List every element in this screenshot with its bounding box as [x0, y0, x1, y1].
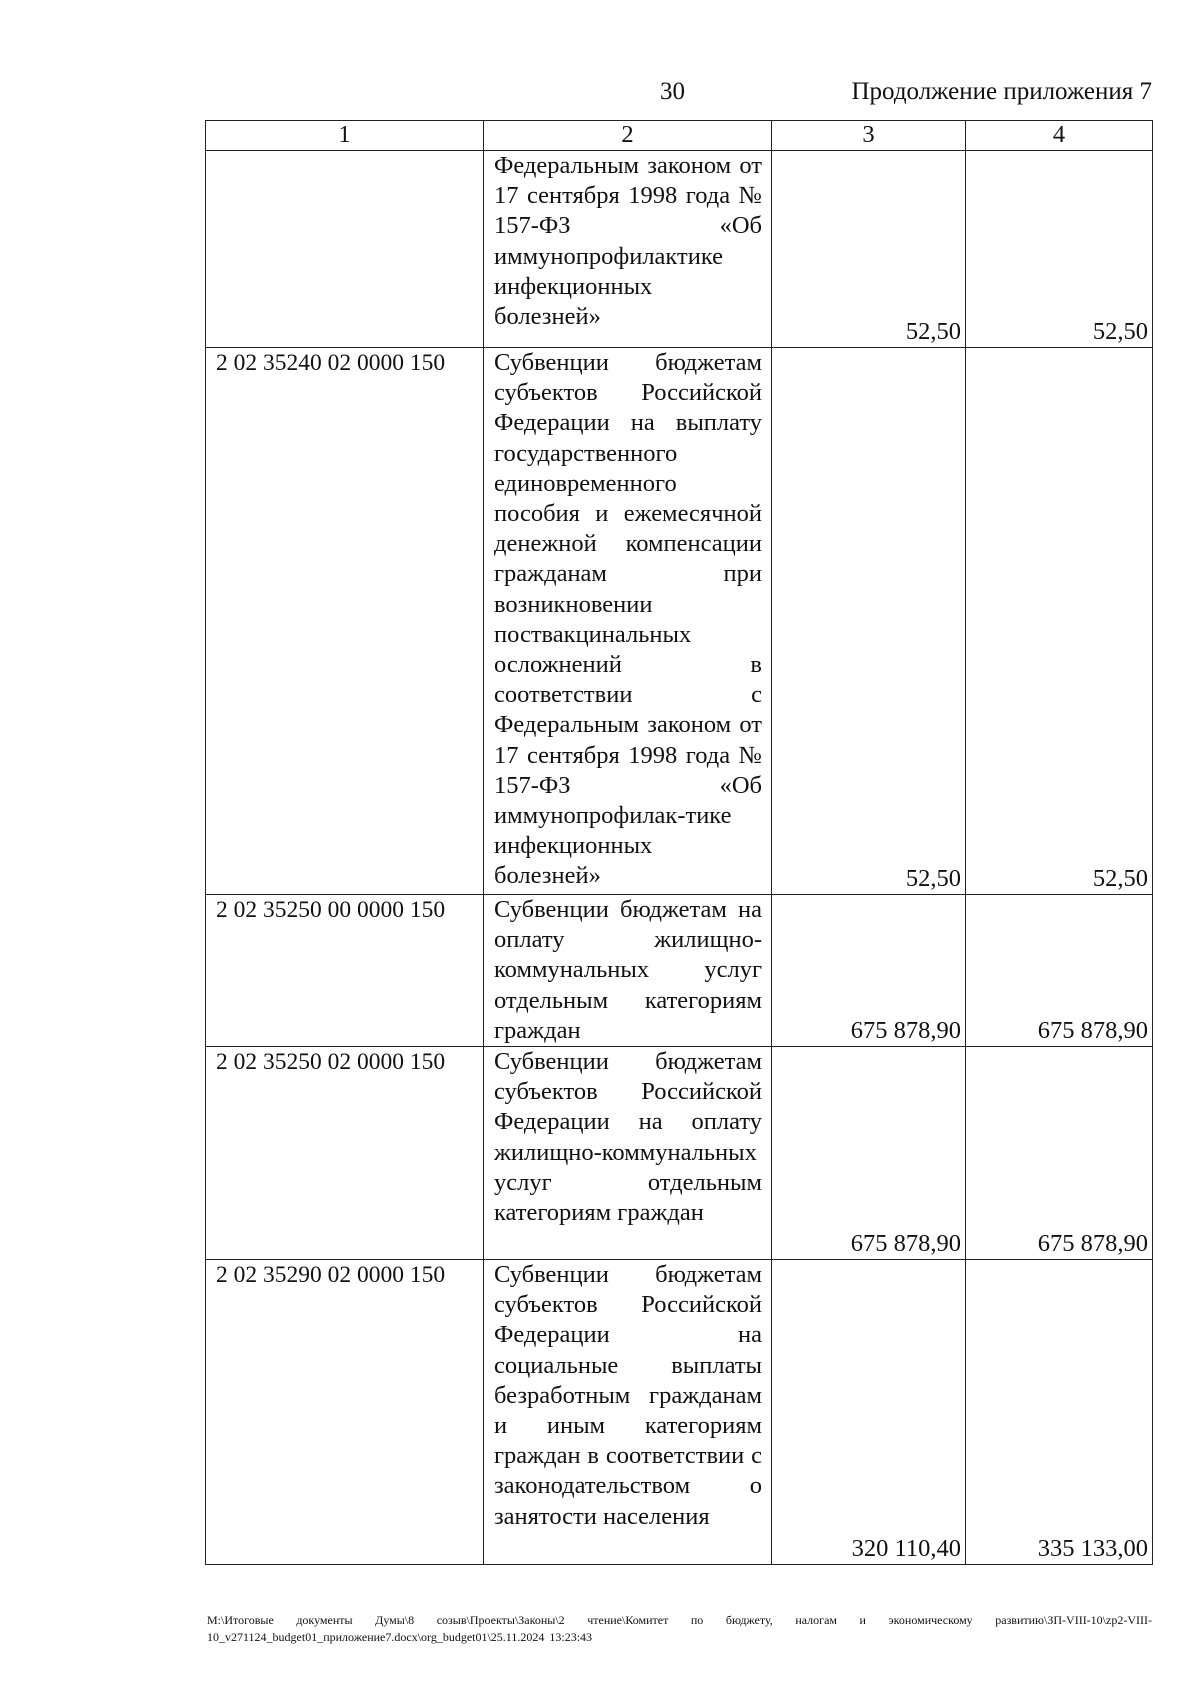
value-col3-cell: 675 878,90 — [772, 1047, 966, 1260]
budget-code-cell — [206, 151, 484, 348]
budget-table — [205, 120, 1153, 1565]
table-row — [206, 151, 1153, 348]
description-cell: Субвенции бюджетам субъектов Российской Федерации на оплату жилищно-коммунальных услуг отдельным категориям граждан — [484, 1047, 772, 1260]
document-path-footer: M:\Итоговые документы Думы\8 созыв\Проекты\Законы\2 чтение\Комитет по бюджету, налогам и экономическому развитию\ЗП-VIII-10\zp2-VIII-10_v271124_budget01_приложение7.docx\org_budget01\25.11.2024 13:23:43 — [207, 1613, 1152, 1644]
budget-code-cell: 2 02 35250 00 0000 150 — [206, 895, 484, 1047]
description-cell: Федеральным законом от 17 сентября 1998 года № 157-ФЗ «Об иммунопрофилактике инфекционных болезней» — [484, 151, 772, 348]
continuation-label: Продолжение приложения 7 — [851, 78, 1152, 105]
table-header-row — [206, 121, 1153, 151]
description-cell: Субвенции бюджетам на оплату жилищно-коммунальных услуг отдельным категориям граждан — [484, 895, 772, 1047]
table-row — [206, 895, 1153, 1047]
description-cell: Субвенции бюджетам субъектов Российской Федерации на выплату государственного единовременного пособия и ежемесячной денежной компенсации гражданам при возникновении поствакцинальных осложнений в соответствии с Федеральным законом от 17 сентября 1998 года № 157-ФЗ «Об иммунопрофилак-тике инфекционных болезней» — [484, 348, 772, 895]
value-col3-cell: 52,50 — [772, 151, 966, 348]
value-col4-cell: 675 878,90 — [966, 895, 1153, 1047]
column-header: 4 — [966, 121, 1153, 151]
column-header: 2 — [484, 121, 772, 151]
page-number: 30 — [660, 78, 685, 105]
value-col4-cell: 52,50 — [966, 151, 1153, 348]
table-row — [206, 1260, 1153, 1565]
value-col4-cell: 335 133,00 — [966, 1260, 1153, 1565]
table-row — [206, 1047, 1153, 1260]
column-header: 1 — [206, 121, 484, 151]
budget-code-cell: 2 02 35240 02 0000 150 — [206, 348, 484, 895]
column-header: 3 — [772, 121, 966, 151]
budget-code-cell: 2 02 35250 02 0000 150 — [206, 1047, 484, 1260]
budget-code-cell: 2 02 35290 02 0000 150 — [206, 1260, 484, 1565]
table-row — [206, 348, 1153, 895]
description-cell: Субвенции бюджетам субъектов Российской Федерации на социальные выплаты безработным гражданам и иным категориям граждан в соответствии с законодательством о занятости населения — [484, 1260, 772, 1565]
value-col4-cell: 52,50 — [966, 348, 1153, 895]
value-col3-cell: 675 878,90 — [772, 895, 966, 1047]
value-col4-cell: 675 878,90 — [966, 1047, 1153, 1260]
value-col3-cell: 52,50 — [772, 348, 966, 895]
value-col3-cell: 320 110,40 — [772, 1260, 966, 1565]
